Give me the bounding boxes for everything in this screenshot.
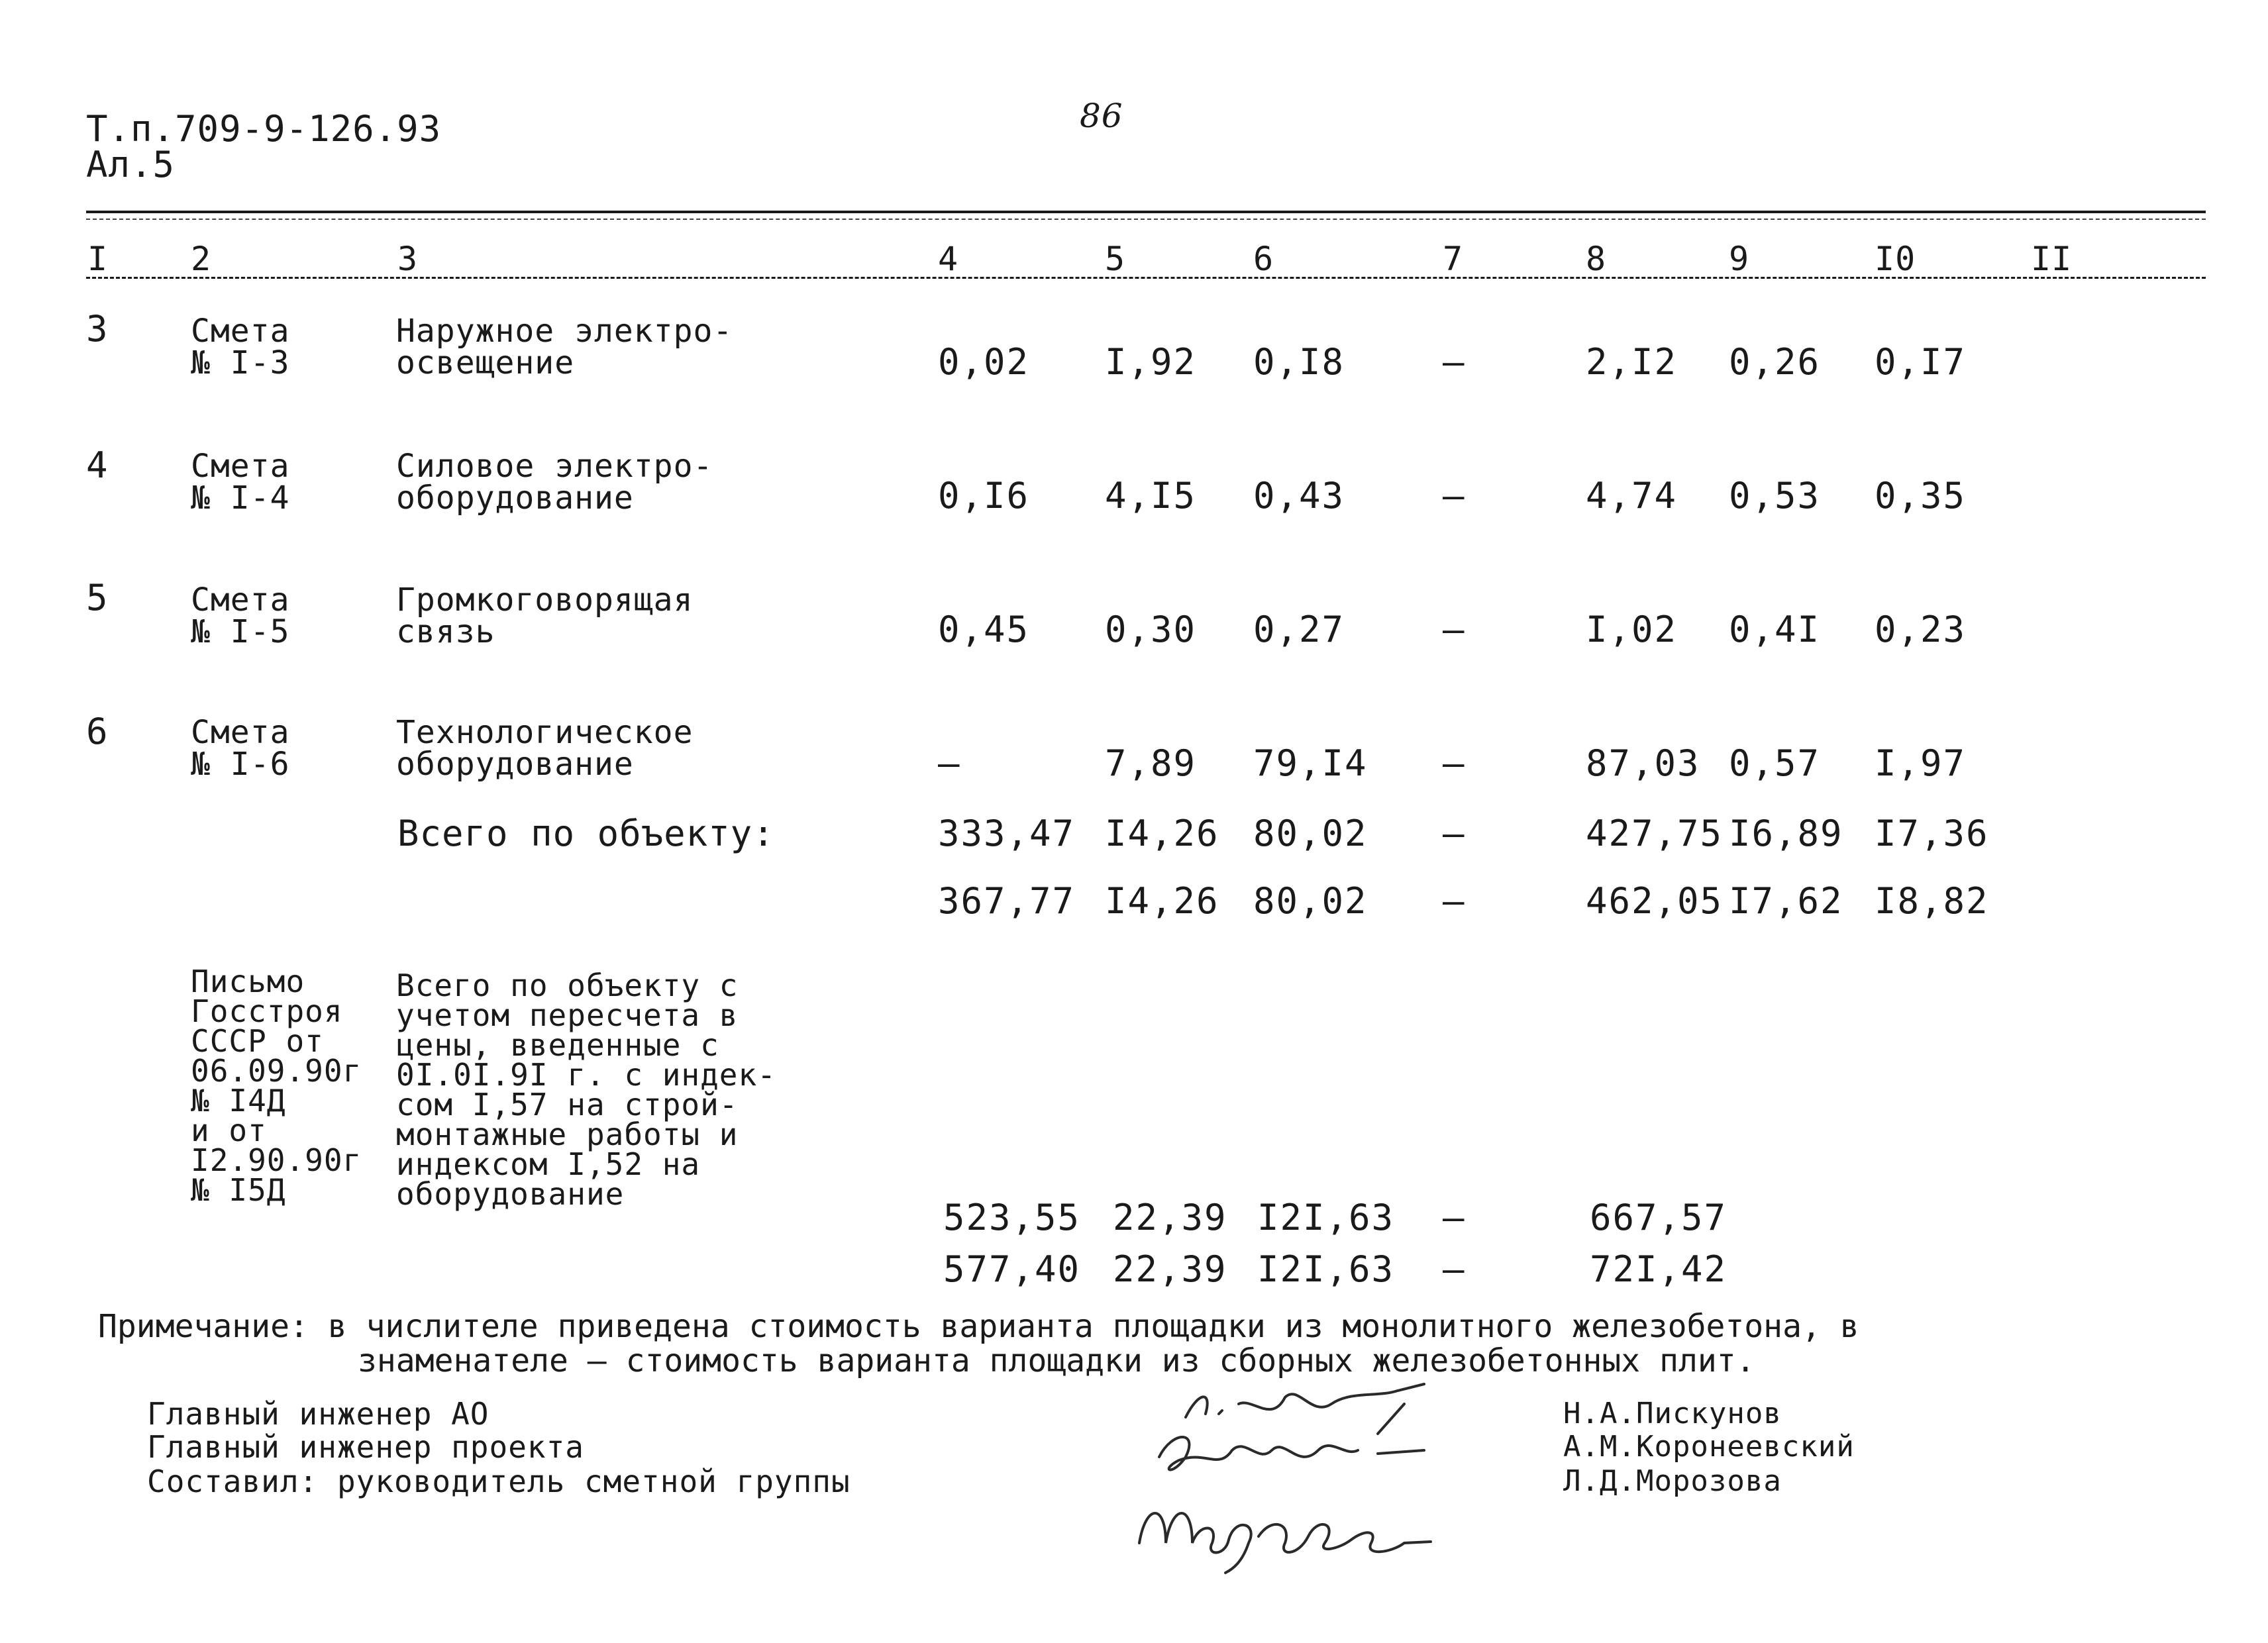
total-denominator-col8: 462,05 xyxy=(1586,880,1724,922)
cell-col4: – xyxy=(938,742,961,784)
row-number: 4 xyxy=(86,444,109,486)
recalc-document: Письмо Госстроя СССР от 06.09.90г № I4Д и от I2.90.90г № I5Д xyxy=(191,964,362,1208)
row-document: Смета № I-4 xyxy=(191,448,290,517)
recalc-numerator-col6: I2I,63 xyxy=(1257,1197,1395,1238)
recalc-denominator-col6: I2I,63 xyxy=(1257,1248,1395,1290)
cell-col5: 4,I5 xyxy=(1105,475,1197,517)
album-number: Ал.5 xyxy=(86,144,176,185)
row-number: 6 xyxy=(86,711,109,752)
total-denominator-col10: I8,82 xyxy=(1875,880,1989,922)
recalc-denominator-col8: 72I,42 xyxy=(1590,1248,1727,1290)
total-denominator-col4: 367,77 xyxy=(938,880,1076,922)
recalc-numerator-col7: – xyxy=(1443,1197,1466,1238)
column-number: II xyxy=(2031,240,2073,278)
cell-col4: 0,I6 xyxy=(938,475,1030,517)
recalc-numerator-col4: 523,55 xyxy=(943,1197,1081,1238)
document-code: Т.п.709-9-126.93 xyxy=(86,108,442,150)
footnote-line-2: знаменателе – стоимость варианта площадки из сборных железобетонных плит. xyxy=(358,1342,1755,1379)
column-number: 3 xyxy=(397,240,419,278)
total-label: Всего по объекту: xyxy=(397,813,775,854)
cell-col8: 2,I2 xyxy=(1586,341,1678,383)
handwritten-signature-2 xyxy=(1146,1424,1451,1483)
column-number: 2 xyxy=(191,240,212,278)
total-numerator-col9: I6,89 xyxy=(1729,813,1843,854)
total-denominator-col6: 80,02 xyxy=(1253,880,1368,922)
total-numerator-col8: 427,75 xyxy=(1586,813,1724,854)
cell-col10: 0,35 xyxy=(1875,475,1967,517)
total-numerator-col7: – xyxy=(1443,813,1466,854)
total-numerator-col4: 333,47 xyxy=(938,813,1076,854)
cell-col7: – xyxy=(1443,341,1466,383)
cell-col8: I,02 xyxy=(1586,609,1678,650)
cell-col9: 0,53 xyxy=(1729,475,1821,517)
row-document: Смета № I-3 xyxy=(191,313,290,381)
cell-col9: 0,26 xyxy=(1729,341,1821,383)
signatory-role: Составил: руководитель сметной группы xyxy=(147,1464,850,1499)
cell-col6: 79,I4 xyxy=(1253,742,1368,784)
cell-col7: – xyxy=(1443,742,1466,784)
cell-col5: 7,89 xyxy=(1105,742,1197,784)
total-denominator-col7: – xyxy=(1443,880,1466,922)
column-number: 4 xyxy=(938,240,959,278)
signatory-role: Главный инженер проекта xyxy=(147,1429,584,1465)
row-name: Громкоговорящая связь xyxy=(396,581,694,650)
recalc-denominator-col4: 577,40 xyxy=(943,1248,1081,1290)
column-number: I0 xyxy=(1875,240,1916,278)
column-number: 6 xyxy=(1253,240,1274,278)
cell-col7: – xyxy=(1443,475,1466,517)
total-numerator-col5: I4,26 xyxy=(1105,813,1219,854)
signatory-name: А.М.Коронеевский xyxy=(1563,1430,1855,1464)
footnote-line-1: Примечание: в числителе приведена стоимость варианта площадки из монолитного железобетона, в xyxy=(98,1308,1859,1345)
recalc-numerator-col8: 667,57 xyxy=(1590,1197,1727,1238)
column-number: 7 xyxy=(1443,240,1464,278)
row-name: Наружное электро- освещение xyxy=(396,313,733,381)
cell-col6: 0,43 xyxy=(1253,475,1345,517)
row-number: 5 xyxy=(86,577,109,619)
total-denominator-col5: I4,26 xyxy=(1105,880,1219,922)
cell-col4: 0,45 xyxy=(938,609,1030,650)
cell-col5: I,92 xyxy=(1105,341,1197,383)
recalc-denominator-col7: – xyxy=(1443,1248,1466,1290)
handwritten-signature-3 xyxy=(1126,1477,1444,1576)
cell-col6: 0,27 xyxy=(1253,609,1345,650)
cell-col7: – xyxy=(1443,609,1466,650)
column-number: 5 xyxy=(1105,240,1126,278)
row-name: Технологическое оборудование xyxy=(396,714,694,783)
column-number: 8 xyxy=(1586,240,1607,278)
cell-col6: 0,I8 xyxy=(1253,341,1345,383)
total-denominator-col9: I7,62 xyxy=(1729,880,1843,922)
page-number: 86 xyxy=(1080,97,1123,135)
total-numerator-col6: 80,02 xyxy=(1253,813,1368,854)
cell-col9: 0,4I xyxy=(1729,609,1821,650)
row-document: Смета № I-5 xyxy=(191,581,290,650)
recalc-numerator-col5: 22,39 xyxy=(1113,1197,1227,1238)
cell-col8: 4,74 xyxy=(1586,475,1678,517)
column-number: 9 xyxy=(1729,240,1750,278)
row-document: Смета № I-6 xyxy=(191,714,290,783)
cell-col10: 0,I7 xyxy=(1875,341,1967,383)
recalc-name: Всего по объекту с учетом пересчета в цены, введенные с 0I.0I.9I г. с индек- сом I,57 на строй- монтажные работы и индексом I,52 на оборудование xyxy=(396,968,776,1212)
signatory-name: Н.А.Пискунов xyxy=(1563,1397,1782,1430)
signatory-name: Л.Д.Морозова xyxy=(1563,1464,1782,1498)
table-top-rule xyxy=(86,211,2206,213)
table-top-rule-secondary xyxy=(86,219,2206,220)
cell-col10: 0,23 xyxy=(1875,609,1967,650)
column-number: I xyxy=(87,240,109,278)
total-numerator-col10: I7,36 xyxy=(1875,813,1989,854)
cell-col10: I,97 xyxy=(1875,742,1967,784)
signatory-role: Главный инженер АО xyxy=(147,1396,490,1432)
row-number: 3 xyxy=(86,308,109,350)
row-name: Силовое электро- оборудование xyxy=(396,448,713,517)
cell-col8: 87,03 xyxy=(1586,742,1700,784)
recalc-denominator-col5: 22,39 xyxy=(1113,1248,1227,1290)
cell-col5: 0,30 xyxy=(1105,609,1197,650)
cell-col9: 0,57 xyxy=(1729,742,1821,784)
cell-col4: 0,02 xyxy=(938,341,1030,383)
